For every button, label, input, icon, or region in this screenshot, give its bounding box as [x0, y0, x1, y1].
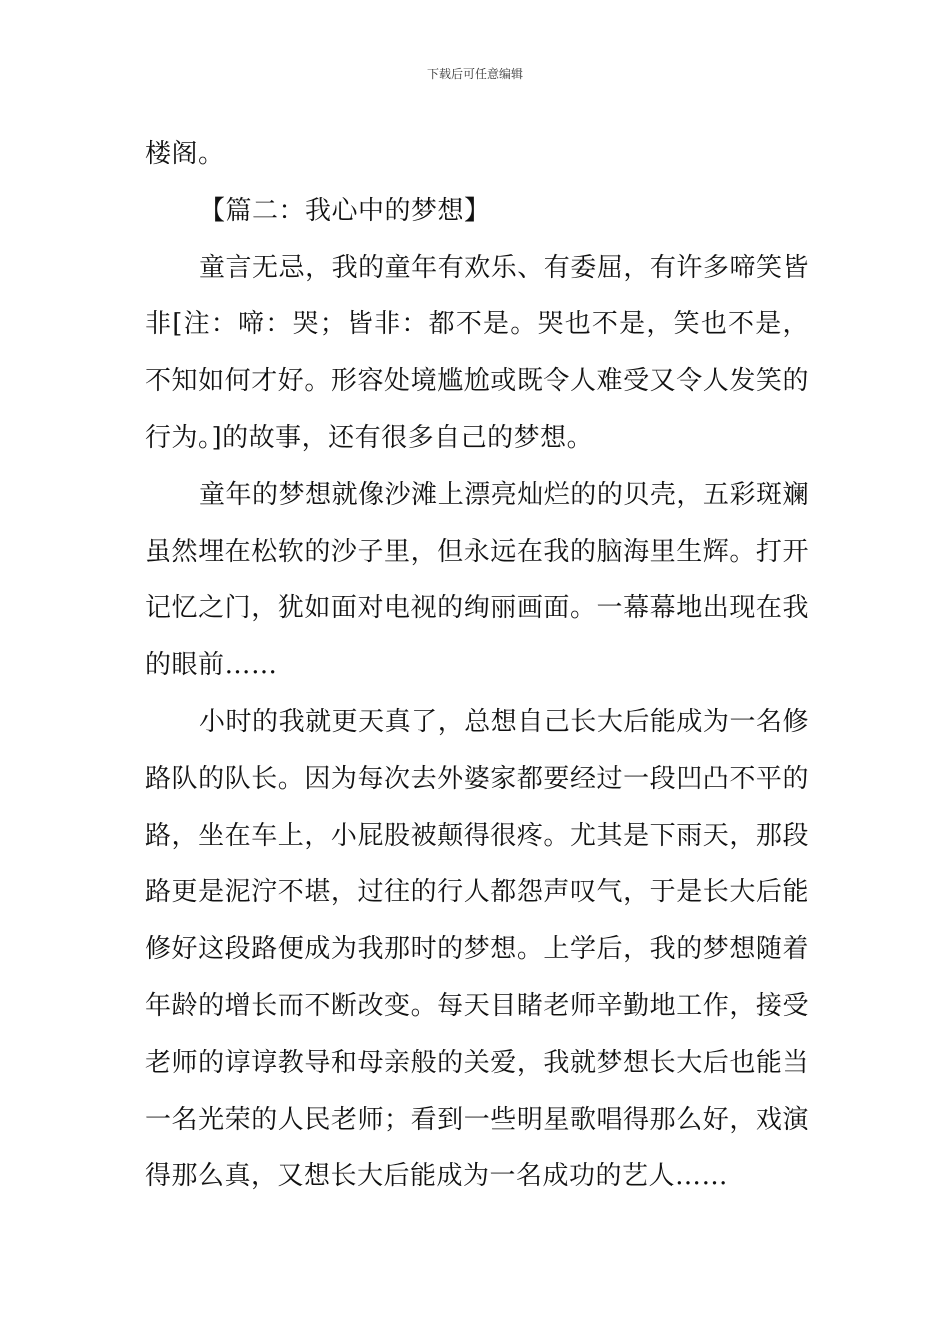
paragraph-continuation: 楼阁。: [145, 139, 225, 169]
page-header: 下载后可任意编辑: [426, 67, 523, 81]
paragraph: 小时的我就更天真了，总想自己长大后能成为一名修路队的队长。因为每次去外婆家都要经过一段凹凸不平的路，坐在车上，小屁股被颠得很疼。尤其是下雨天，那段路更是泥泞不堪，过往的行人都怨声叹气，于是长大后能修好这段路便成为我那时的梦想。上学后，我的梦想随着年龄的增长而不断改变。每天目睹老师辛勤地工作，接受老师的谆谆教导和母亲般的关爱，我就梦想长大后也能当一名光荣的人民老师；看到一些明星歌唱得那么好，戏演得那么真，又想长大后能成为一名成功的艺人……: [145, 706, 809, 1192]
paragraph: 童言无忌，我的童年有欢乐、有委屈，有许多啼笑皆非[注：啼：哭；皆非：都不是。哭也不是，笑也不是，不知如何才好。形容处境尴尬或既令人难受又令人发笑的行为。]的故事，还有很多自己的梦想。: [145, 252, 809, 453]
section-heading: 【篇二：我心中的梦想】: [199, 195, 491, 226]
paragraph: 童年的梦想就像沙滩上漂亮灿烂的的贝壳，五彩斑斓虽然埋在松软的沙子里，但永远在我的脑海里生辉。打开记忆之门，犹如面对电视的绚丽画面。一幕幕地出现在我的眼前……: [145, 479, 809, 681]
document-body: [145, 126, 809, 1205]
